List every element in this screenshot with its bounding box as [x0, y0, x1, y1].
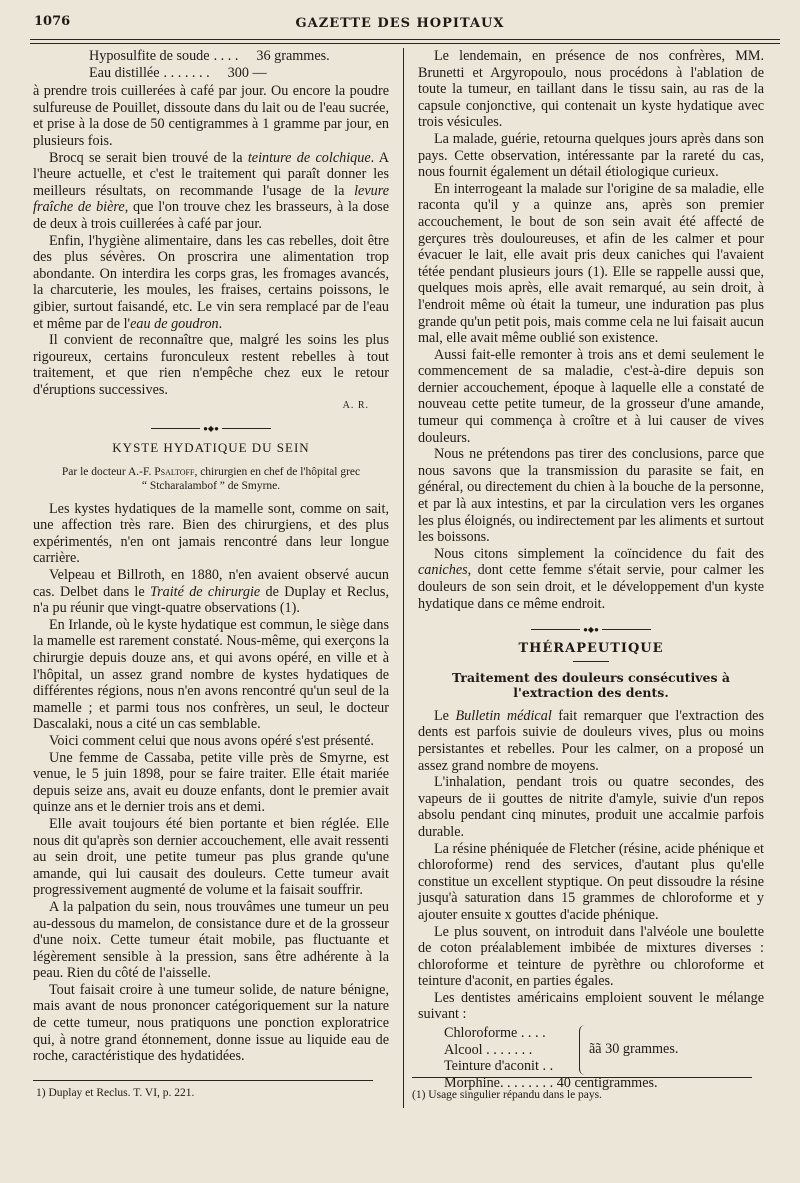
section-separator: ●◆● — [151, 425, 271, 432]
paragraph: Elle avait toujours été bien portante et bien réglée. Elle nous dit qu'après son dernier accouchement, elle avait ressenti au sein droit, une petite tumeur pas plus grande qu'une amande, qui lui causait des douleurs. Cette tumeur avait progressivement augmenté de volume et la faisait souffrir. — [33, 815, 389, 899]
header-rule-thin — [30, 43, 780, 44]
article-byline: Par le docteur A.-F. Psaltoff, chirurgien en chef de l'hôpital grec “ Stcharalambof ” de Smyrne. — [61, 465, 361, 492]
paragraph: Les dentistes américains emploient souvent le mélange suivant : — [418, 989, 764, 1023]
left-column — [33, 48, 389, 1065]
paragraph: A la palpation du sein, nous trouvâmes une tumeur un peu au-dessous du mamelon, de consistance dure et de la grosseur d'une noix. Cette tumeur était mobile, pas fluctuante et légèrement sensible à la pression, sans être adhérente à la peau. Rien du côté de l'aisselle. — [33, 898, 389, 982]
paragraph: En interrogeant la malade sur l'origine de sa maladie, elle raconta qu'il y a quinze ans, après son premier accouchement, le bout de son sein avait été affecté de gerçures très douloureuses, et afin de les calmer et pour évacuer le lait, elle avait pris deux caniches qui l'avaient tétée pendant plusieurs jours (1). Elle se rappelle aussi que, quelques mois après, elle avait remarqué, au sein droit, à l'endroit même où était la tumeur, une induration pas plus grande qu'un petit pois, mais comme cela ne lui faisait aucun mal, elle avait même oublié son existence. — [418, 180, 764, 347]
paragraph: La résine phéniquée de Fletcher (résine, acide phénique et chloroforme) rend des services, d'autant plus qu'elle constitue un excellent styptique. On peut dissoudre la résine jusqu'à saturation dans 15 grammes de chloroforme et y ajouter ensuite x gouttes d'acide phénique. — [418, 840, 764, 923]
formula-quantity: 300 — — [227, 64, 267, 81]
article-subhead: Traitement des douleurs consécutives à l'extraction des dents. — [452, 669, 730, 700]
section-title: THÉRAPEUTIQUE — [518, 641, 664, 657]
signature: A. R. — [342, 400, 369, 412]
recipe-line: Alcool . . . . . . . — [444, 1041, 533, 1058]
recipe-brace — [579, 1025, 586, 1075]
header-rule — [30, 39, 780, 40]
paragraph: Le Bulletin médical fait remarquer que l'extraction des dents est parfois suivie de douleurs vives, plus ou moins persistantes et rebelles. Pour les calmer, on a proposé un assez grand nombre de moyens. — [418, 707, 764, 774]
paragraph: Aussi fait-elle remonter à trois ans et demi seulement le commencement de sa maladie, c'est-à-dire depuis son dernier accouchement, époque à laquelle elle a constaté de nouveau cette petite tumeur, de la grosseur d'une amande, tumeur qui commença à croître et à lui causer de vives douleurs. — [418, 346, 764, 446]
section-rule — [573, 661, 609, 662]
formula-quantity: 36 grammes. — [256, 48, 330, 64]
paragraph: Velpeau et Billroth, en 1880, n'en avaient observé aucun cas. Delbet dans le Traité de chirurgie de Duplay et Reclus, n'a pu réunir que vingt-quatre observations (1). — [33, 567, 389, 617]
formula-ingredient: Hyposulfite de soude — [89, 48, 210, 64]
footnote-rule — [412, 1077, 752, 1078]
formula-ingredient: Eau distillée — [89, 64, 160, 81]
page-number: 1076 — [34, 14, 71, 29]
article-title: KYSTE HYDATIQUE DU SEIN — [112, 440, 310, 456]
paragraph: Les kystes hydatiques de la mamelle sont, comme on sait, une affection très rare. Bien des chirurgiens, et des plus expérimentés, n'en ont jamais rencontré dans leur longue carrière. — [33, 500, 389, 567]
paragraph: Le plus souvent, on introduit dans l'alvéole une boulette de coton préalablement imbibée de mixtures diverses : chloroforme et teinture de pyrèthre ou chloroforme et teinture d'aconit, en parties égales. — [418, 923, 764, 990]
paragraph: à prendre trois cuillerées à café par jour. Ou encore la poudre sulfureuse de Pouillet, dissoute dans du lait ou de l'eau sucrée, et prise à la dose de 50 centigrammes à 1 gramme par jour, en plusieurs fois. — [33, 83, 389, 149]
footnote: 1) Duplay et Reclus. T. VI, p. 221. — [36, 1087, 195, 1099]
paragraph: Brocq se serait bien trouvé de la teinture de colchique. A l'heure actuelle, et c'est le traitement qui paraît donner les meilleurs résultats, on recommande l'usage de la levure fraîche de bière, que l'on trouve chez les brasseurs, à la dose de deux à trois cuillerées à café par jour. — [33, 149, 390, 232]
paragraph: Il convient de reconnaître que, malgré les soins les plus rigoureux, certains furonculeux restent rebelles à tout traitement, et que rien n'empêche chez eux le retour d'éruptions successives. — [33, 332, 389, 398]
right-column — [418, 48, 764, 1091]
paragraph: En Irlande, où le kyste hydatique est commun, le siège dans la mamelle est rarement constaté. Nous-même, qui exerçons la chirurgie depuis douze ans, et qui avons opéré, en ville et à l'hôpital, un assez grand nombre de kystes hydatiques de différentes régions, nous n'en avons rencontré qu'un seul de la mamelle ; et parmi tous nos confrères, un seul, le docteur Dascalaki, nous a cité un cas semblable. — [33, 616, 389, 733]
recipe-line: Chloroforme . . . . — [444, 1025, 546, 1042]
paragraph: Une femme de Cassaba, petite ville près de Smyrne, est venue, le 5 juin 1898, pour se faire traiter. Elle était mariée depuis seize ans, avait eu douze enfants, dont le premier avait quinze ans et le dernier trois ans et demi. — [33, 749, 389, 816]
footnote-rule — [33, 1080, 373, 1081]
section-separator: ●◆● — [531, 626, 651, 633]
paragraph: Tout faisait croire à une tumeur solide, de nature bénigne, mais avant de nous prononcer catégoriquement sur la nature de cette tumeur, nous pratiquons une ponction exploratrice qui, à notre grand étonnement, donne issue au liquide eau de roche, caractéristique des hydatidées. — [33, 981, 389, 1065]
journal-title: GAZETTE DES HOPITAUX — [295, 16, 505, 31]
column-divider — [403, 48, 404, 1108]
paragraph: Voici comment celui que nous avons opéré s'est présenté. — [49, 732, 374, 749]
formula-dots: . . . . . . . — [163, 64, 210, 81]
formula-row — [89, 48, 389, 65]
recipe-line: Morphine. . . . . . . . 40 centigrammes. — [444, 1074, 658, 1091]
paragraph: Nous ne prétendons pas tirer des conclusions, parce que nous savons que la transmission du parasite se fait, en général, ou directement du chien à la bouche de la personne, et par là aux intestins, et par la circulation vers les organes les plus éloignés, ou indirectement par les aliments et surtout les boissons. — [418, 446, 764, 546]
recipe-line: Teinture d'aconit . . — [444, 1058, 554, 1075]
formula-dots: . . . . — [213, 48, 239, 64]
paragraph: Le lendemain, en présence de nos confrères, MM. Brunetti et Argyropoulo, nous procédons à l'ablation de toute la tumeur, en taillant dans le tissu sain, au ras de la capsule conjonctive, qui contenait un kyste hydatique avec trois vésicules. — [418, 48, 764, 131]
recipe-block — [444, 1025, 764, 1091]
recipe-quantity: ãã 30 grammes. — [589, 1041, 679, 1058]
signature-line — [33, 398, 389, 415]
formula-row — [89, 65, 389, 82]
paragraph: L'inhalation, pendant trois ou quatre secondes, des vapeurs de ii gouttes de nitrite d'amyle, suivie d'un repos absolu pendant cinq minutes, produit une accalmie parfois durable. — [418, 774, 764, 840]
footnote: (1) Usage singulier répandu dans le pays. — [412, 1089, 603, 1101]
paragraph: La malade, guérie, retourna quelques jours après dans son pays. Cette observation, intéressante par la rareté du cas, nous fournit également un détail étiologique curieux. — [418, 130, 764, 181]
paragraph: Nous citons simplement la coïncidence du fait des caniches, dont cette femme s'était servie, pour calmer les douleurs de son sein droit, et le développement d'un kyste hydatique dans ce même endroit. — [418, 545, 764, 612]
paragraph: Enfin, l'hygiène alimentaire, dans les cas rebelles, doit être des plus sévères. On proscrira une alimentation trop abondante. On interdira les corps gras, les fromages avancés, la charcuterie, les moules, les fraises, certains poissons, le gibier, surtout faisandé, etc. Le vin sera remplacé par de l'eau et même par de l'eau de goudron. — [33, 232, 389, 332]
prescription-formula — [33, 48, 389, 81]
page-header — [0, 0, 800, 40]
